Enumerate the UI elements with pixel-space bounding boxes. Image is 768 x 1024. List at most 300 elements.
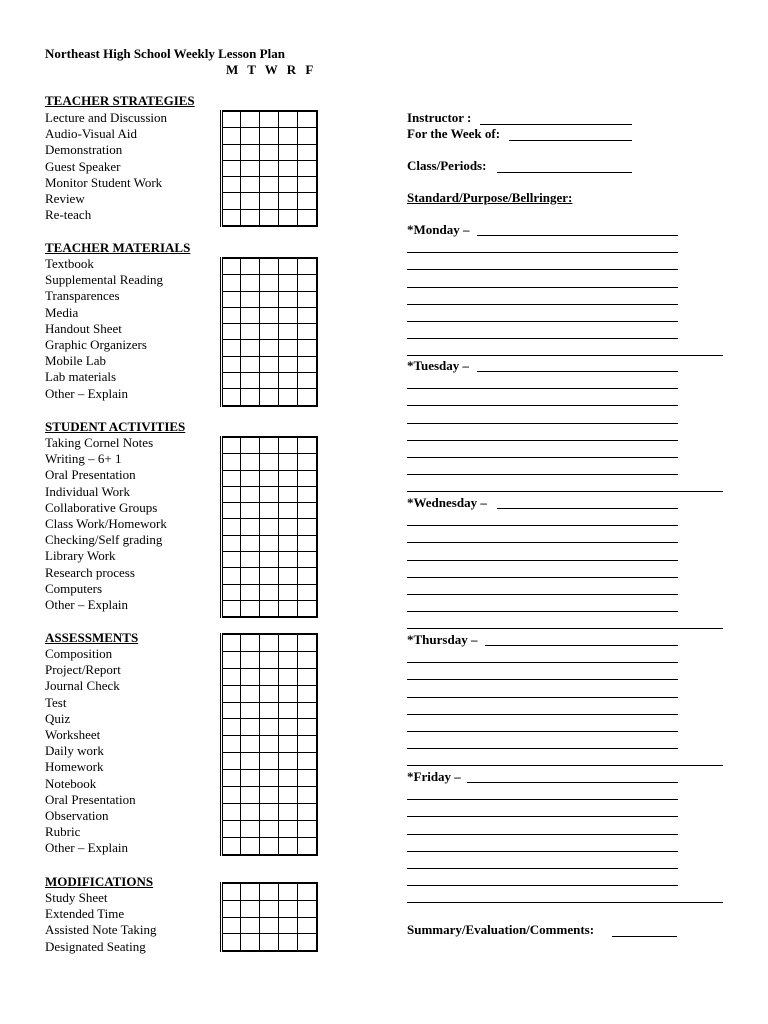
day-checkbox-cell[interactable] bbox=[279, 503, 298, 519]
day-checkbox-cell[interactable] bbox=[279, 900, 298, 917]
day-checkbox-cell[interactable] bbox=[279, 340, 298, 356]
day-checkbox-cell[interactable] bbox=[298, 820, 318, 837]
day-checkbox-cell[interactable] bbox=[241, 600, 260, 617]
day-checkbox-cell[interactable] bbox=[241, 193, 260, 209]
day-checkbox-cell[interactable] bbox=[241, 685, 260, 702]
day-checkbox-cell[interactable] bbox=[260, 668, 279, 685]
day-checkbox-cell[interactable] bbox=[222, 883, 241, 900]
day-entry-field[interactable] bbox=[485, 645, 678, 646]
writing-line[interactable] bbox=[407, 252, 678, 253]
summary-field[interactable] bbox=[612, 936, 677, 937]
day-checkbox-cell[interactable] bbox=[298, 111, 318, 128]
day-checkbox-cell[interactable] bbox=[298, 600, 318, 617]
day-checkbox-cell[interactable] bbox=[260, 275, 279, 291]
day-checkbox-cell[interactable] bbox=[279, 934, 298, 951]
grid-row bbox=[222, 837, 318, 854]
day-checkbox-cell[interactable] bbox=[298, 668, 318, 685]
writing-line[interactable] bbox=[407, 816, 678, 817]
week-of-field[interactable] bbox=[509, 140, 632, 141]
day-checkbox-cell[interactable] bbox=[260, 736, 279, 753]
writing-line[interactable] bbox=[407, 542, 678, 543]
grid-row bbox=[222, 917, 318, 934]
writing-line[interactable] bbox=[407, 304, 678, 305]
day-checkbox-cell[interactable] bbox=[241, 275, 260, 291]
day-checkbox-cell[interactable] bbox=[241, 111, 260, 128]
day-checkbox-cell[interactable] bbox=[260, 787, 279, 804]
day-checkbox-cell[interactable] bbox=[260, 837, 279, 854]
day-checkbox-cell[interactable] bbox=[298, 651, 318, 668]
day-checkbox-cell[interactable] bbox=[241, 486, 260, 502]
day-checkbox-cell[interactable] bbox=[298, 307, 318, 323]
day-checkbox-cell[interactable] bbox=[260, 770, 279, 787]
day-checkbox-cell[interactable] bbox=[260, 702, 279, 719]
day-checkbox-cell[interactable] bbox=[279, 111, 298, 128]
day-checkbox-cell[interactable] bbox=[241, 535, 260, 551]
day-checkbox-cell[interactable] bbox=[241, 634, 260, 651]
day-checkbox-cell[interactable] bbox=[222, 177, 241, 193]
day-checkbox-cell[interactable] bbox=[279, 160, 298, 176]
day-checkbox-cell[interactable] bbox=[298, 917, 318, 934]
day-checkbox-cell[interactable] bbox=[298, 552, 318, 568]
day-checkbox-cell[interactable] bbox=[241, 668, 260, 685]
writing-line[interactable] bbox=[407, 594, 678, 595]
monday-label: *Monday – bbox=[407, 222, 470, 237]
day-checkbox-cell[interactable] bbox=[222, 753, 241, 770]
day-checkbox-cell[interactable] bbox=[260, 820, 279, 837]
day-checkbox-cell[interactable] bbox=[241, 753, 260, 770]
day-checkbox-cell[interactable] bbox=[279, 803, 298, 820]
day-checkbox-cell[interactable] bbox=[222, 634, 241, 651]
day-checkbox-cell[interactable] bbox=[279, 324, 298, 340]
day-checkbox-cell[interactable] bbox=[279, 307, 298, 323]
class-periods-field[interactable] bbox=[497, 172, 632, 173]
writing-line[interactable] bbox=[407, 405, 678, 406]
day-checkbox-cell[interactable] bbox=[241, 454, 260, 470]
grid-row bbox=[222, 900, 318, 917]
checkbox-grid-modifications bbox=[220, 882, 318, 952]
writing-line[interactable] bbox=[407, 834, 678, 835]
day-checkbox-cell[interactable] bbox=[260, 437, 279, 454]
day-checkbox-cell[interactable] bbox=[260, 454, 279, 470]
day-checkbox-cell[interactable] bbox=[241, 787, 260, 804]
day-checkbox-cell[interactable] bbox=[260, 685, 279, 702]
day-checkbox-cell[interactable] bbox=[241, 144, 260, 160]
grid-row bbox=[222, 128, 318, 144]
checklist-item: Extended Time bbox=[45, 906, 125, 922]
writing-line[interactable] bbox=[407, 885, 678, 886]
checklist-item: Designated Seating bbox=[45, 938, 146, 954]
day-checkbox-cell[interactable] bbox=[222, 702, 241, 719]
checklist-item: Audio-Visual Aid bbox=[45, 126, 138, 142]
day-checkbox-cell[interactable] bbox=[260, 535, 279, 551]
day-checkbox-cell[interactable] bbox=[298, 503, 318, 519]
day-checkbox-cell[interactable] bbox=[222, 600, 241, 617]
day-checkbox-cell[interactable] bbox=[298, 535, 318, 551]
day-checkbox-cell[interactable] bbox=[241, 803, 260, 820]
day-checkbox-cell[interactable] bbox=[298, 770, 318, 787]
writing-line[interactable] bbox=[407, 474, 678, 475]
day-checkbox-cell[interactable] bbox=[222, 454, 241, 470]
day-checkbox-cell[interactable] bbox=[260, 291, 279, 307]
day-checkbox-cell[interactable] bbox=[241, 770, 260, 787]
day-checkbox-cell[interactable] bbox=[241, 584, 260, 600]
section-title-teacher-materials: TEACHER MATERIALS bbox=[45, 240, 191, 255]
grid-row bbox=[222, 356, 318, 372]
day-checkbox-cell[interactable] bbox=[279, 568, 298, 584]
day-separator-line bbox=[407, 902, 723, 903]
day-checkbox-cell[interactable] bbox=[260, 209, 279, 226]
day-checkbox-cell[interactable] bbox=[241, 307, 260, 323]
day-checkbox-cell[interactable] bbox=[260, 503, 279, 519]
day-checkbox-cell[interactable] bbox=[279, 470, 298, 486]
day-checkbox-cell[interactable] bbox=[222, 900, 241, 917]
checklist-item: Observation bbox=[45, 808, 109, 823]
day-checkbox-cell[interactable] bbox=[241, 568, 260, 584]
day-checkbox-cell[interactable] bbox=[260, 160, 279, 176]
day-checkbox-cell[interactable] bbox=[279, 144, 298, 160]
day-checkbox-cell[interactable] bbox=[279, 389, 298, 406]
day-checkbox-cell[interactable] bbox=[241, 934, 260, 951]
day-checkbox-cell[interactable] bbox=[222, 128, 241, 144]
day-checkbox-cell[interactable] bbox=[222, 389, 241, 406]
day-checkbox-cell[interactable] bbox=[241, 719, 260, 736]
day-checkbox-cell[interactable] bbox=[241, 373, 260, 389]
writing-line[interactable] bbox=[407, 388, 678, 389]
day-checkbox-cell[interactable] bbox=[241, 900, 260, 917]
day-checkbox-cell[interactable] bbox=[222, 111, 241, 128]
writing-line[interactable] bbox=[407, 577, 678, 578]
checklist-item: Research process bbox=[45, 564, 135, 580]
day-checkbox-cell[interactable] bbox=[260, 900, 279, 917]
checklist-item: Collaborative Groups bbox=[45, 499, 158, 515]
day-checkbox-cell[interactable] bbox=[298, 900, 318, 917]
day-checkbox-cell[interactable] bbox=[241, 883, 260, 900]
day-checkbox-cell[interactable] bbox=[222, 340, 241, 356]
day-checkbox-cell[interactable] bbox=[260, 177, 279, 193]
day-checkbox-cell[interactable] bbox=[260, 552, 279, 568]
day-checkbox-cell[interactable] bbox=[260, 470, 279, 486]
writing-line[interactable] bbox=[407, 560, 678, 561]
day-checkbox-cell[interactable] bbox=[260, 568, 279, 584]
day-checkbox-cell[interactable] bbox=[298, 193, 318, 209]
grid-row bbox=[222, 552, 318, 568]
writing-line[interactable] bbox=[407, 799, 678, 800]
day-checkbox-cell[interactable] bbox=[222, 356, 241, 372]
day-checkbox-cell[interactable] bbox=[279, 685, 298, 702]
day-checkbox-cell[interactable] bbox=[241, 356, 260, 372]
checklist-item: Project/Report bbox=[45, 662, 121, 678]
day-checkbox-cell[interactable] bbox=[222, 719, 241, 736]
day-checkbox-cell[interactable] bbox=[222, 535, 241, 551]
day-checkbox-cell[interactable] bbox=[241, 177, 260, 193]
writing-line[interactable] bbox=[407, 748, 678, 749]
day-checkbox-cell[interactable] bbox=[260, 193, 279, 209]
day-checkbox-cell[interactable] bbox=[260, 719, 279, 736]
day-checkbox-cell[interactable] bbox=[260, 917, 279, 934]
grid-row bbox=[222, 209, 318, 226]
day-checkbox-cell[interactable] bbox=[222, 584, 241, 600]
day-checkbox-cell[interactable] bbox=[241, 340, 260, 356]
section-title-teacher-strategies: TEACHER STRATEGIES bbox=[45, 93, 195, 108]
writing-line[interactable] bbox=[407, 287, 678, 288]
day-checkbox-cell[interactable] bbox=[260, 307, 279, 323]
grid-row bbox=[222, 568, 318, 584]
writing-line[interactable] bbox=[407, 611, 678, 612]
day-checkbox-cell[interactable] bbox=[279, 356, 298, 372]
day-checkbox-cell[interactable] bbox=[279, 519, 298, 535]
day-checkbox-cell[interactable] bbox=[279, 275, 298, 291]
day-checkbox-cell[interactable] bbox=[222, 258, 241, 275]
day-checkbox-cell[interactable] bbox=[241, 324, 260, 340]
day-checkbox-cell[interactable] bbox=[298, 177, 318, 193]
day-checkbox-cell[interactable] bbox=[241, 917, 260, 934]
day-checkbox-cell[interactable] bbox=[241, 736, 260, 753]
day-checkbox-cell[interactable] bbox=[279, 437, 298, 454]
day-checkbox-cell[interactable] bbox=[222, 803, 241, 820]
writing-line[interactable] bbox=[407, 423, 678, 424]
day-checkbox-cell[interactable] bbox=[260, 356, 279, 372]
checklist-item: Study Sheet bbox=[45, 890, 108, 905]
writing-line[interactable] bbox=[407, 457, 678, 458]
day-checkbox-cell[interactable] bbox=[260, 486, 279, 502]
day-checkbox-cell[interactable] bbox=[298, 389, 318, 406]
writing-line[interactable] bbox=[407, 731, 678, 732]
tuesday-label: *Tuesday – bbox=[407, 358, 470, 373]
day-entry-field[interactable] bbox=[477, 235, 678, 236]
day-checkbox-cell[interactable] bbox=[298, 787, 318, 804]
day-checkbox-cell[interactable] bbox=[298, 753, 318, 770]
day-checkbox-cell[interactable] bbox=[260, 324, 279, 340]
day-checkbox-cell[interactable] bbox=[222, 519, 241, 535]
day-checkbox-cell[interactable] bbox=[298, 486, 318, 502]
day-checkbox-cell[interactable] bbox=[222, 160, 241, 176]
day-checkbox-cell[interactable] bbox=[279, 820, 298, 837]
day-checkbox-cell[interactable] bbox=[279, 552, 298, 568]
day-checkbox-cell[interactable] bbox=[298, 373, 318, 389]
day-checkbox-cell[interactable] bbox=[260, 519, 279, 535]
day-checkbox-cell[interactable] bbox=[222, 787, 241, 804]
checklist-item: Oral Presentation bbox=[45, 791, 136, 807]
day-checkbox-cell[interactable] bbox=[279, 373, 298, 389]
checklist-item: Journal Check bbox=[45, 678, 120, 694]
day-checkbox-cell[interactable] bbox=[298, 275, 318, 291]
day-checkbox-cell[interactable] bbox=[260, 111, 279, 128]
checklist-item: Demonstration bbox=[45, 142, 123, 158]
writing-line[interactable] bbox=[407, 868, 678, 869]
day-checkbox-cell[interactable] bbox=[279, 736, 298, 753]
day-checkbox-cell[interactable] bbox=[260, 340, 279, 356]
day-checkbox-cell[interactable] bbox=[298, 883, 318, 900]
day-checkbox-cell[interactable] bbox=[298, 437, 318, 454]
day-checkbox-cell[interactable] bbox=[279, 917, 298, 934]
day-entry-field[interactable] bbox=[477, 371, 678, 372]
checklist-item: Other – Explain bbox=[45, 597, 129, 612]
day-checkbox-cell[interactable] bbox=[279, 193, 298, 209]
day-checkbox-cell[interactable] bbox=[298, 160, 318, 176]
day-checkbox-cell[interactable] bbox=[222, 552, 241, 568]
day-checkbox-cell[interactable] bbox=[241, 437, 260, 454]
day-checkbox-cell[interactable] bbox=[260, 803, 279, 820]
day-checkbox-cell[interactable] bbox=[279, 177, 298, 193]
day-checkbox-cell[interactable] bbox=[241, 160, 260, 176]
day-checkbox-cell[interactable] bbox=[222, 568, 241, 584]
day-checkbox-cell[interactable] bbox=[222, 685, 241, 702]
day-checkbox-cell[interactable] bbox=[298, 291, 318, 307]
day-checkbox-cell[interactable] bbox=[260, 584, 279, 600]
day-checkbox-cell[interactable] bbox=[279, 883, 298, 900]
day-checkbox-cell[interactable] bbox=[298, 258, 318, 275]
day-checkbox-cell[interactable] bbox=[222, 373, 241, 389]
day-checkbox-cell[interactable] bbox=[222, 770, 241, 787]
writing-line[interactable] bbox=[407, 662, 678, 663]
day-checkbox-cell[interactable] bbox=[241, 291, 260, 307]
day-checkbox-cell[interactable] bbox=[298, 454, 318, 470]
day-checkbox-cell[interactable] bbox=[260, 634, 279, 651]
day-checkbox-cell[interactable] bbox=[298, 736, 318, 753]
day-checkbox-cell[interactable] bbox=[241, 651, 260, 668]
day-checkbox-cell[interactable] bbox=[298, 634, 318, 651]
day-checkbox-cell[interactable] bbox=[298, 719, 318, 736]
day-checkbox-cell[interactable] bbox=[279, 651, 298, 668]
day-entry-field[interactable] bbox=[497, 508, 678, 509]
day-checkbox-cell[interactable] bbox=[298, 934, 318, 951]
day-checkbox-cell[interactable] bbox=[241, 470, 260, 486]
day-checkbox-cell[interactable] bbox=[222, 291, 241, 307]
day-checkbox-cell[interactable] bbox=[222, 324, 241, 340]
day-checkbox-cell[interactable] bbox=[222, 144, 241, 160]
grid-row bbox=[222, 437, 318, 454]
day-checkbox-cell[interactable] bbox=[298, 803, 318, 820]
day-checkbox-cell[interactable] bbox=[279, 770, 298, 787]
day-checkbox-cell[interactable] bbox=[298, 144, 318, 160]
day-checkbox-cell[interactable] bbox=[260, 373, 279, 389]
day-checkbox-cell[interactable] bbox=[279, 600, 298, 617]
day-checkbox-cell[interactable] bbox=[222, 820, 241, 837]
day-checkbox-cell[interactable] bbox=[279, 454, 298, 470]
day-checkbox-cell[interactable] bbox=[260, 128, 279, 144]
day-checkbox-cell[interactable] bbox=[298, 340, 318, 356]
checklist-item: Transparences bbox=[45, 288, 120, 304]
day-checkbox-cell[interactable] bbox=[279, 486, 298, 502]
day-checkbox-cell[interactable] bbox=[298, 470, 318, 486]
day-checkbox-cell[interactable] bbox=[260, 389, 279, 406]
day-checkbox-cell[interactable] bbox=[298, 584, 318, 600]
writing-line[interactable] bbox=[407, 321, 678, 322]
day-checkbox-cell[interactable] bbox=[298, 519, 318, 535]
day-checkbox-cell[interactable] bbox=[222, 736, 241, 753]
checklist-item: Homework bbox=[45, 759, 104, 775]
day-checkbox-cell[interactable] bbox=[241, 519, 260, 535]
day-checkbox-cell[interactable] bbox=[241, 128, 260, 144]
day-checkbox-cell[interactable] bbox=[241, 820, 260, 837]
checklist-item: Mobile Lab bbox=[45, 353, 107, 369]
writing-line[interactable] bbox=[407, 269, 678, 270]
day-checkbox-cell[interactable] bbox=[279, 787, 298, 804]
day-checkbox-cell[interactable] bbox=[222, 668, 241, 685]
checklist-item: Textbook bbox=[45, 256, 94, 271]
day-checkbox-cell[interactable] bbox=[298, 685, 318, 702]
day-checkbox-cell[interactable] bbox=[222, 486, 241, 502]
writing-line[interactable] bbox=[407, 525, 678, 526]
day-checkbox-cell[interactable] bbox=[222, 193, 241, 209]
day-checkbox-cell[interactable] bbox=[241, 837, 260, 854]
day-checkbox-cell[interactable] bbox=[298, 568, 318, 584]
day-checkbox-cell[interactable] bbox=[260, 651, 279, 668]
grid-row bbox=[222, 177, 318, 193]
day-checkbox-cell[interactable] bbox=[279, 702, 298, 719]
writing-line[interactable] bbox=[407, 440, 678, 441]
day-checkbox-cell[interactable] bbox=[241, 552, 260, 568]
day-checkbox-cell[interactable] bbox=[279, 634, 298, 651]
day-checkbox-cell[interactable] bbox=[222, 209, 241, 226]
day-checkbox-cell[interactable] bbox=[298, 324, 318, 340]
instructor-label: Instructor : bbox=[407, 110, 472, 125]
day-checkbox-cell[interactable] bbox=[260, 144, 279, 160]
day-checkbox-cell[interactable] bbox=[279, 128, 298, 144]
grid-row bbox=[222, 486, 318, 502]
day-checkbox-cell[interactable] bbox=[222, 437, 241, 454]
day-checkbox-cell[interactable] bbox=[298, 702, 318, 719]
day-checkbox-cell[interactable] bbox=[222, 917, 241, 934]
day-checkbox-cell[interactable] bbox=[298, 837, 318, 854]
day-checkbox-cell[interactable] bbox=[241, 503, 260, 519]
day-checkbox-cell[interactable] bbox=[222, 837, 241, 854]
day-checkbox-cell[interactable] bbox=[298, 128, 318, 144]
day-checkbox-cell[interactable] bbox=[279, 753, 298, 770]
day-checkbox-cell[interactable] bbox=[279, 209, 298, 226]
day-checkbox-cell[interactable] bbox=[260, 934, 279, 951]
checklist-item: Oral Presentation bbox=[45, 467, 136, 483]
writing-line[interactable] bbox=[407, 697, 678, 698]
day-checkbox-cell[interactable] bbox=[260, 883, 279, 900]
day-checkbox-cell[interactable] bbox=[260, 753, 279, 770]
day-checkbox-cell[interactable] bbox=[298, 209, 318, 226]
day-checkbox-cell[interactable] bbox=[279, 535, 298, 551]
day-checkbox-cell[interactable] bbox=[279, 837, 298, 854]
day-checkbox-cell[interactable] bbox=[241, 258, 260, 275]
day-checkbox-cell[interactable] bbox=[279, 258, 298, 275]
day-checkbox-cell[interactable] bbox=[279, 291, 298, 307]
day-checkbox-cell[interactable] bbox=[241, 389, 260, 406]
instructor-field[interactable] bbox=[480, 124, 632, 125]
day-entry-field[interactable] bbox=[467, 782, 678, 783]
writing-line[interactable] bbox=[407, 714, 678, 715]
day-checkbox-cell[interactable] bbox=[279, 584, 298, 600]
day-checkbox-cell[interactable] bbox=[222, 275, 241, 291]
grid-row bbox=[222, 503, 318, 519]
day-checkbox-cell[interactable] bbox=[222, 503, 241, 519]
day-separator-line bbox=[407, 765, 723, 766]
day-checkbox-cell[interactable] bbox=[279, 719, 298, 736]
checklist-item: Lab materials bbox=[45, 369, 117, 385]
day-checkbox-cell[interactable] bbox=[222, 934, 241, 951]
day-checkbox-cell[interactable] bbox=[241, 702, 260, 719]
day-checkbox-cell[interactable] bbox=[298, 356, 318, 372]
day-checkbox-cell[interactable] bbox=[241, 209, 260, 226]
day-checkbox-cell[interactable] bbox=[260, 600, 279, 617]
day-checkbox-cell[interactable] bbox=[222, 470, 241, 486]
writing-line[interactable] bbox=[407, 338, 678, 339]
grid-row bbox=[222, 736, 318, 753]
day-checkbox-cell[interactable] bbox=[260, 258, 279, 275]
writing-line[interactable] bbox=[407, 851, 678, 852]
grid-row bbox=[222, 803, 318, 820]
day-checkbox-cell[interactable] bbox=[279, 668, 298, 685]
day-checkbox-cell[interactable] bbox=[222, 307, 241, 323]
day-checkbox-cell[interactable] bbox=[222, 651, 241, 668]
grid-row bbox=[222, 454, 318, 470]
writing-line[interactable] bbox=[407, 679, 678, 680]
